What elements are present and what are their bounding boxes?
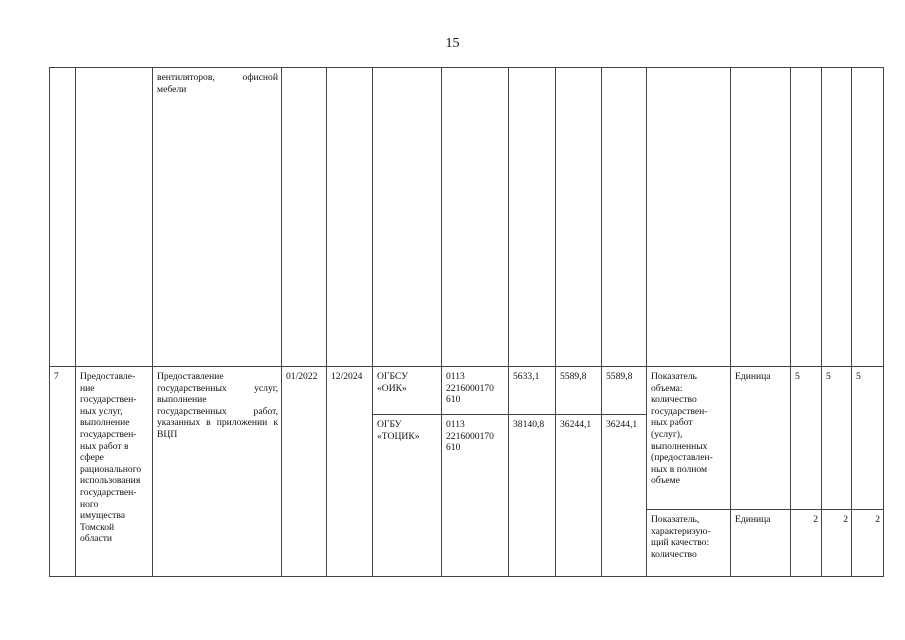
- continuation-row: [50, 68, 884, 367]
- funding-year-1: 5633,1: [509, 367, 556, 415]
- funding-year-1: 38140,8: [509, 415, 556, 577]
- cell-description: вентиляторов, офисной мебели: [153, 68, 282, 367]
- indicator-name: Показатель объема: количество государствен- ных работ (услуг), выполненных (предоставлен- ных в полном объеме: [647, 367, 731, 510]
- cell-v2: [556, 68, 602, 367]
- cell-y1: [791, 68, 822, 367]
- page-number: 15: [445, 36, 460, 51]
- start-date: 01/2022: [282, 367, 327, 577]
- measure-name: Предоставле- ние государствен- ных услуг, выполнение государствен- ных работ в сфере рационального использования государствен- ного имущества Томской области: [76, 367, 153, 577]
- measure-description: Предоставление государственных услуг, выполнение государственных работ, указанных в приложении к ВЦП: [153, 367, 282, 577]
- cell-indicator: [647, 68, 731, 367]
- end-date: 12/2024: [327, 367, 373, 577]
- indicator-year-2: 2: [822, 510, 852, 577]
- cell-y2: [822, 68, 852, 367]
- indicator-year-3: 5: [852, 367, 884, 510]
- cell-v1: [509, 68, 556, 367]
- cell-code: [442, 68, 509, 367]
- cell-start: [282, 68, 327, 367]
- funding-year-3: 36244,1: [602, 415, 647, 577]
- indicator-year-3: 2: [852, 510, 884, 577]
- indicator-year-1: 2: [791, 510, 822, 577]
- indicator-name: Показатель, характеризую- щий качество: количество: [647, 510, 731, 577]
- executor-name: ОГБУ «ТОЦИК»: [373, 415, 442, 577]
- budget-code: 0113 2216000170 610: [442, 415, 509, 577]
- indicator-year-2: 5: [822, 367, 852, 510]
- cell-unit: [731, 68, 791, 367]
- budget-code: 0113 2216000170 610: [442, 367, 509, 415]
- executor-name: ОГБСУ «ОИК»: [373, 367, 442, 415]
- funding-year-2: 36244,1: [556, 415, 602, 577]
- program-table: [49, 67, 884, 577]
- cell-v3: [602, 68, 647, 367]
- indicator-year-1: 5: [791, 367, 822, 510]
- cell-measure: [76, 68, 153, 367]
- indicator-unit: Единица: [731, 367, 791, 510]
- cell-executor: [373, 68, 442, 367]
- cell-number: [50, 68, 76, 367]
- cell-y3: [852, 68, 884, 367]
- cell-end: [327, 68, 373, 367]
- funding-year-3: 5589,8: [602, 367, 647, 415]
- indicator-unit: Единица: [731, 510, 791, 577]
- funding-year-2: 5589,8: [556, 367, 602, 415]
- row-number: 7: [50, 367, 76, 577]
- table-row: [50, 367, 884, 415]
